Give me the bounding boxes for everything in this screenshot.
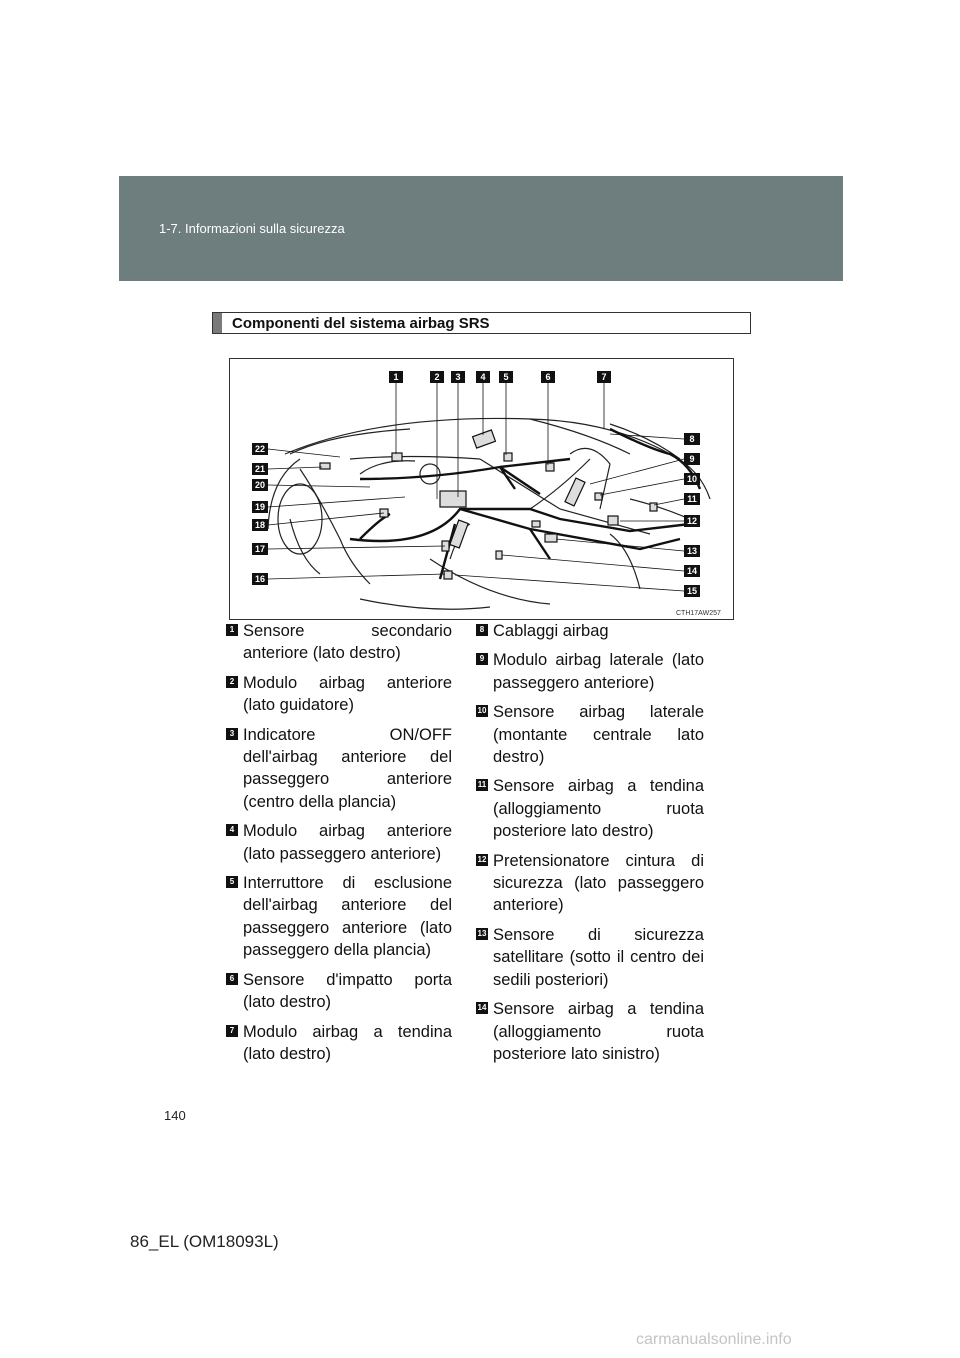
callout-2	[430, 371, 444, 383]
svg-text:14: 14	[686, 566, 698, 576]
item-number-badge: 3	[226, 728, 238, 740]
svg-text:2: 2	[434, 372, 440, 382]
svg-text:20: 20	[254, 480, 266, 490]
list-item	[226, 820, 452, 865]
item-text: Sensore secondario anteriore (lato destro)	[243, 622, 452, 663]
list-item	[226, 724, 452, 814]
section-title-text: Componenti del sistema airbag SRS	[232, 314, 490, 332]
item-text: Sensore di sicurezza satellitare (sotto il centro dei sedili posteriori)	[493, 925, 704, 989]
section-title	[212, 312, 751, 334]
component-list-right	[476, 620, 704, 1072]
item-number-badge: 12	[477, 854, 487, 864]
svg-text:5: 5	[503, 372, 509, 382]
list-item	[476, 775, 704, 842]
item-text: Modulo airbag a tendina (lato destro)	[243, 1022, 452, 1063]
svg-text:7: 7	[601, 372, 607, 382]
callout-4	[476, 371, 490, 383]
callout-18	[252, 519, 268, 531]
list-item	[226, 672, 452, 717]
car-outline	[268, 418, 710, 609]
svg-text:11: 11	[687, 494, 697, 504]
document-code: 86_EL (OM18093L)	[130, 1232, 279, 1251]
header-band	[119, 176, 843, 281]
callout-15	[684, 585, 700, 597]
page-number: 140	[164, 1108, 186, 1123]
item-text: Sensore airbag a tendina (alloggiamento ruota posteriore lato sinistro)	[493, 1000, 704, 1063]
list-item	[476, 924, 704, 991]
callout-21	[252, 463, 268, 475]
list-item	[226, 969, 452, 1014]
svg-text:13: 13	[686, 546, 698, 556]
item-number-badge: 8	[476, 624, 488, 636]
airbag-components	[320, 430, 657, 579]
list-item	[226, 620, 452, 665]
item-number-badge: 7	[226, 1025, 238, 1037]
callout-5	[499, 371, 513, 383]
callout-3	[451, 371, 465, 383]
svg-text:9: 9	[689, 454, 695, 464]
item-text: Cablaggi airbag	[493, 622, 609, 640]
svg-text:21: 21	[254, 464, 266, 474]
list-item	[476, 701, 704, 768]
svg-text:15: 15	[686, 586, 698, 596]
list-item	[476, 620, 704, 642]
callout-20	[252, 479, 268, 491]
item-number-badge: 2	[226, 676, 238, 688]
svg-text:10: 10	[686, 474, 698, 484]
svg-text:19: 19	[254, 502, 266, 512]
callout-1	[389, 371, 403, 383]
item-text: Modulo airbag laterale (lato passeggero anteriore)	[493, 651, 704, 692]
list-item	[226, 872, 452, 962]
list-item	[476, 850, 704, 917]
svg-text:1: 1	[393, 372, 399, 382]
callout-8	[684, 433, 700, 445]
svg-text:18: 18	[254, 520, 266, 530]
airbag-components-figure	[229, 358, 734, 620]
item-number-badge: 4	[226, 824, 238, 836]
item-number-badge: 6	[226, 973, 238, 985]
item-number-badge: 13	[477, 928, 487, 938]
item-number-badge: 14	[477, 1003, 487, 1013]
item-number-badge: 10	[477, 706, 487, 716]
svg-text:3: 3	[455, 372, 461, 382]
item-text: Interruttore di esclusione dell'airbag anteriore del passeggero anteriore (lato passeggero della plancia)	[243, 874, 452, 960]
callout-9	[684, 453, 700, 465]
callout-12	[684, 515, 700, 527]
svg-text:8: 8	[689, 434, 695, 444]
car-diagram	[230, 359, 734, 620]
svg-text:22: 22	[254, 444, 266, 454]
item-text: Sensore d'impatto porta (lato destro)	[243, 970, 452, 1012]
item-text: Indicatore ON/OFF dell'airbag anteriore del passeggero anteriore (centro della plancia)	[243, 725, 452, 811]
callout-14	[684, 565, 700, 577]
chapter-label: 1-7. Informazioni sulla sicurezza	[159, 221, 345, 236]
figure-code: CTH17AW257	[676, 610, 721, 617]
list-item	[476, 998, 704, 1065]
callout-13	[684, 545, 700, 557]
section-title-marker	[213, 313, 222, 333]
component-list-left	[226, 620, 452, 1072]
item-text: Pretensionatore cintura di sicurezza (lato passeggero anteriore)	[493, 851, 704, 915]
callout-16	[252, 573, 268, 585]
svg-text:16: 16	[254, 574, 266, 584]
callout-6	[541, 371, 555, 383]
item-number-badge: 11	[477, 780, 487, 790]
svg-text:17: 17	[254, 544, 266, 554]
watermark-text: carmanualsonline.info	[636, 1331, 792, 1348]
callout-19	[252, 501, 268, 513]
callout-10	[684, 473, 700, 485]
item-number-badge: 5	[226, 876, 238, 888]
item-text: Modulo airbag anteriore (lato passeggero anteriore)	[243, 822, 452, 863]
list-item	[226, 1021, 452, 1066]
callout-17	[252, 543, 268, 555]
item-text: Sensore airbag laterale (montante centrale lato destro)	[493, 703, 704, 767]
callout-11	[684, 493, 700, 505]
figure-callouts	[252, 371, 700, 597]
leader-lines	[268, 379, 684, 591]
svg-text:12: 12	[686, 516, 698, 526]
item-number-badge: 1	[226, 624, 238, 636]
callout-7	[597, 371, 611, 383]
svg-text:6: 6	[545, 372, 551, 382]
callout-22	[252, 443, 268, 455]
item-text: Sensore airbag a tendina (alloggiamento ruota posteriore lato destro)	[493, 777, 704, 841]
item-number-badge: 9	[476, 653, 488, 665]
svg-text:4: 4	[480, 372, 486, 382]
item-text: Modulo airbag anteriore (lato guidatore)	[243, 673, 452, 715]
list-item	[476, 649, 704, 694]
